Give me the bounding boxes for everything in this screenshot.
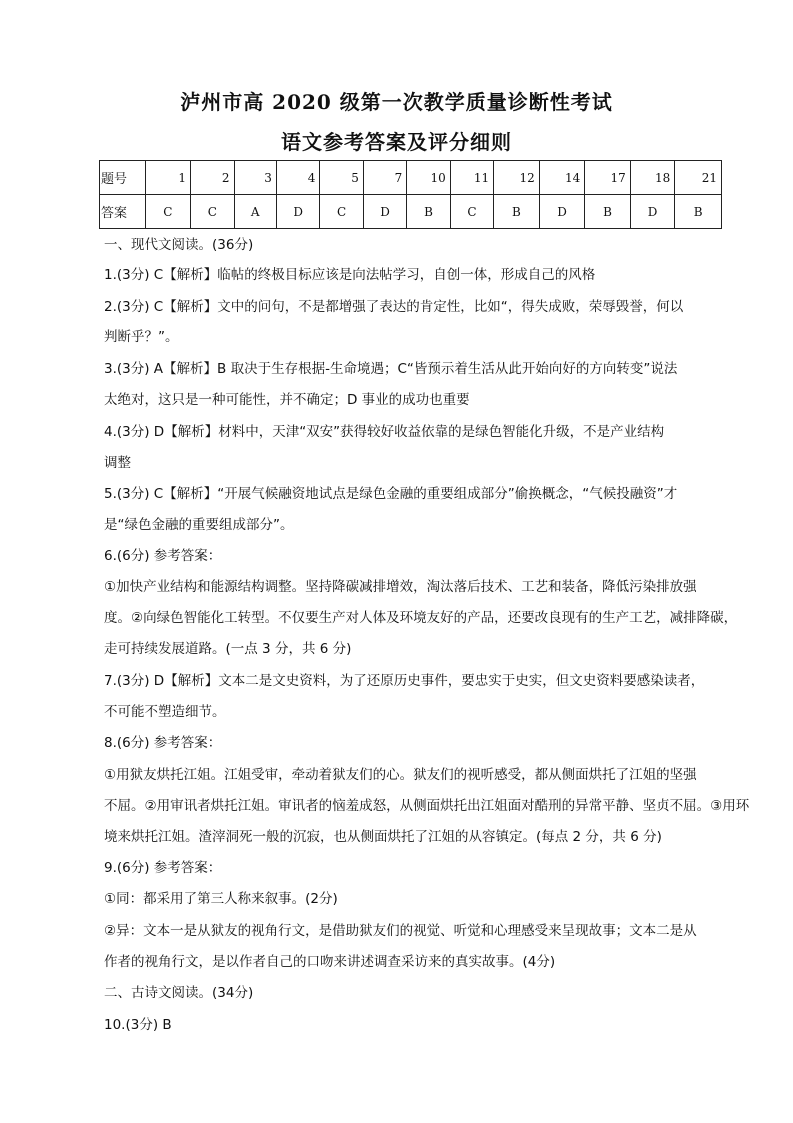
answer-cell: C: [145, 195, 191, 229]
answer-line: 太绝对，这只是一种可能性，并不确定；D 事业的成功也重要: [104, 392, 470, 408]
answer-table: [99, 160, 722, 229]
question-number: 7: [363, 161, 406, 195]
answer-line: 调整: [104, 455, 131, 471]
answer-line: 不屈。②用审讯者烘托江姐。审讯者的恼羞成怒，从侧面烘托出江姐面对酷刑的异常平静、坚贞不屈。③用环: [104, 798, 750, 814]
answer-line: 3.(3分) A【解析】B 取决于生存根据-生命境遇；C“皆预示着生活从此开始向好的方向转变”说法: [104, 361, 678, 377]
answer-line: 度。②向绿色智能化工转型。不仅要生产对人体及环境友好的产品，还要改良现有的生产工艺，减排降碳，: [104, 610, 738, 626]
answer-cell: B: [494, 195, 540, 229]
section-heading: 一、现代文阅读。(36分): [104, 237, 254, 253]
question-number: 18: [630, 161, 675, 195]
answer-line: ①用狱友烘托江姐。江姐受审，牵动着狱友们的心。狱友们的视听感受，都从侧面烘托了江姐的坚强: [104, 767, 697, 783]
answer-cell: D: [363, 195, 406, 229]
answer-line: 作者的视角行文，是以作者自己的口吻来讲述调查采访来的真实故事。(4分): [104, 954, 556, 970]
question-number-header: 题号: [100, 161, 146, 195]
answer-line: 是“绿色金融的重要组成部分”。: [104, 517, 294, 533]
answer-line: 4.(3分) D【解析】材料中，天津“双安”获得较好收益依靠的是绿色智能化升级，不是产业结构: [104, 424, 665, 440]
answer-cell: B: [407, 195, 450, 229]
question-number: 21: [675, 161, 722, 195]
question-number: 1: [145, 161, 191, 195]
answer-line: 走可持续发展道路。(一点 3 分，共 6 分): [104, 641, 352, 657]
question-number-row: [100, 161, 722, 195]
answer-line: 6.(6分) 参考答案：: [104, 548, 222, 564]
answer-cell: C: [450, 195, 493, 229]
answer-line: 境来烘托江姐。渣滓洞死一般的沉寂，也从侧面烘托了江姐的从容镇定。(每点 2 分，共 6 分): [104, 829, 662, 845]
answer-line: 7.(3分) D【解析】文本二是文史资料，为了还原历史事件，要忠实于史实，但文史资料要感染读者，: [104, 673, 705, 689]
section-heading: 二、古诗文阅读。(34分): [104, 985, 254, 1001]
answer-cell: C: [320, 195, 363, 229]
answer-cell: C: [191, 195, 234, 229]
answer-cell: D: [276, 195, 319, 229]
answer-header: 答案: [100, 195, 146, 229]
answer-line: 判断乎？”。: [104, 329, 179, 345]
answer-cell: B: [585, 195, 631, 229]
answer-line: ②异：文本一是从狱友的视角行文，是借助狱友们的视觉、听觉和心理感受来呈现故事；文本二是从: [104, 923, 697, 939]
question-number: 3: [234, 161, 276, 195]
question-number: 2: [191, 161, 234, 195]
answer-line: 1.(3分) C【解析】临帖的终极目标应该是向法帖学习，自创一体，形成自己的风格: [104, 267, 596, 283]
question-number: 5: [320, 161, 363, 195]
answer-line: ①同：都采用了第三人称来叙事。(2分): [104, 891, 338, 907]
question-number: 12: [494, 161, 540, 195]
answer-line: 2.(3分) C【解析】文中的问句，不是都增强了表达的肯定性，比如“，得失成败，荣辱毁誉，何以: [104, 299, 684, 315]
answer-cell: A: [234, 195, 276, 229]
question-number: 14: [539, 161, 585, 195]
answer-cell: D: [539, 195, 585, 229]
answer-line: 5.(3分) C【解析】“开展气候融资地试点是绿色金融的重要组成部分”偷换概念，“气候投融资”才: [104, 486, 678, 502]
answer-row: [100, 195, 722, 229]
answer-line: 不可能不塑造细节。: [104, 704, 226, 720]
answer-line: ①加快产业结构和能源结构调整。坚持降碳减排增效，淘汰落后技术、工艺和装备，降低污染排放强: [104, 579, 697, 595]
answer-line: 9.(6分) 参考答案：: [104, 860, 222, 876]
question-number: 11: [450, 161, 493, 195]
page-subtitle: 语文参考答案及评分细则: [281, 130, 512, 154]
question-number: 4: [276, 161, 319, 195]
question-number: 10: [407, 161, 450, 195]
answer-line: 10.(3分) B: [104, 1017, 172, 1033]
page-title: 泸州市高 2020 级第一次教学质量诊断性考试: [180, 90, 613, 114]
answer-cell: B: [675, 195, 722, 229]
question-number: 17: [585, 161, 631, 195]
answer-line: 8.(6分) 参考答案：: [104, 735, 222, 751]
answer-cell: D: [630, 195, 675, 229]
